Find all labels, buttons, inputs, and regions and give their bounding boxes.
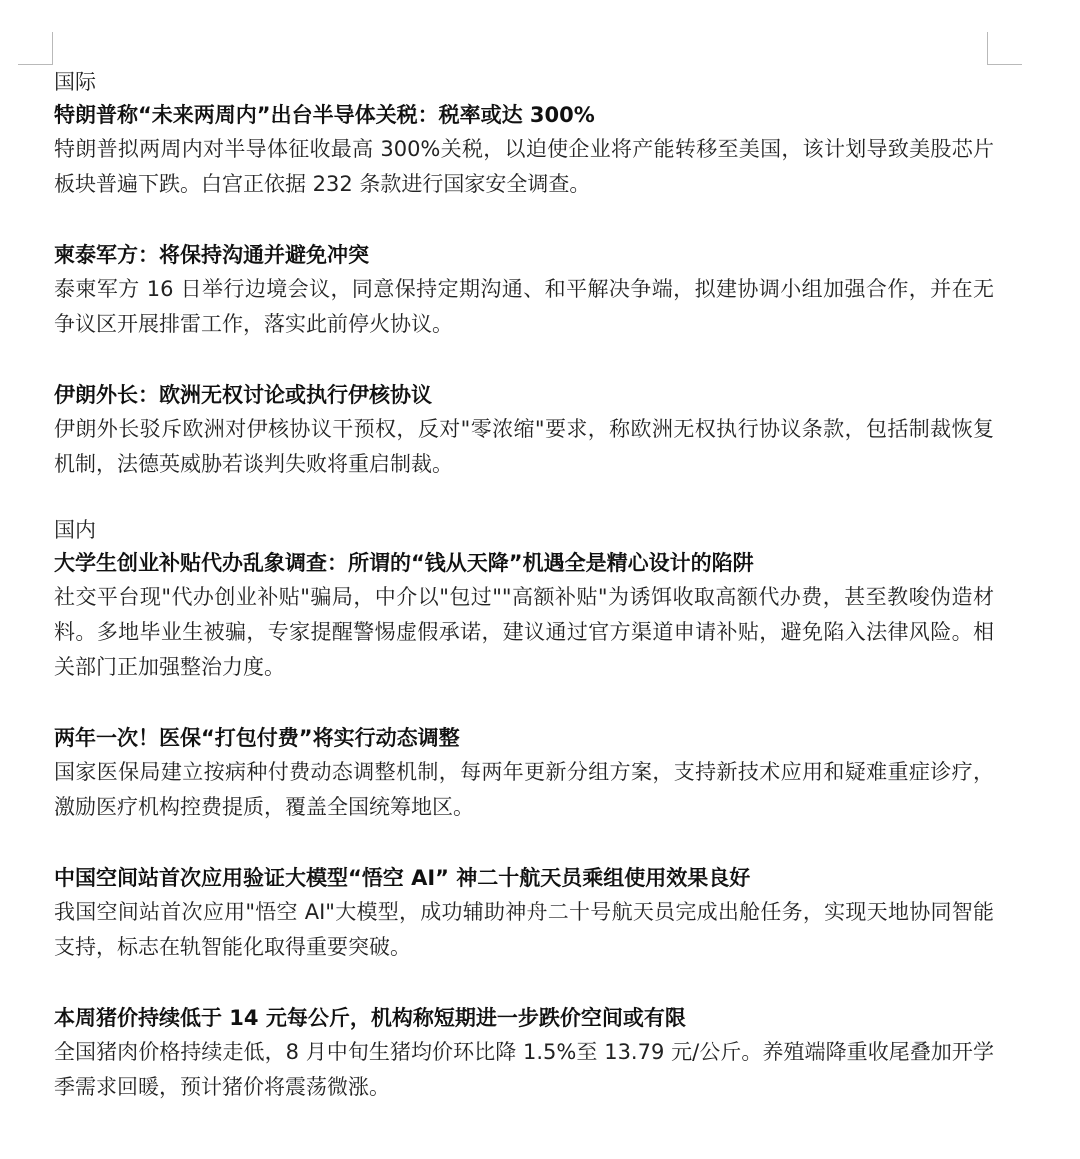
article-headline: 中国空间站首次应用验证大模型“悟空 AI” 神二十航天员乘组使用效果良好 — [54, 866, 751, 890]
margin-corner-mark-top-left — [18, 32, 53, 65]
article-headline: 两年一次！医保“打包付费”将实行动态调整 — [54, 726, 460, 750]
paragraph-spacer — [54, 685, 994, 721]
article-body: 伊朗外长驳斥欧洲对伊核协议干预权，反对"零浓缩"要求，称欧洲无权执行协议条款，包括制裁恢复机制，法德英威胁若谈判失败将重启制裁。 — [54, 417, 994, 476]
article-body: 社交平台现"代办创业补贴"骗局，中介以"包过""高额补贴"为诱饵收取高额代办费，甚至教唆伪造材料。多地毕业生被骗，专家提醒警惕虚假承诺，建议通过官方渠道申请补贴，避免陷入法律风险。相关部门正加强整治力度。 — [54, 585, 994, 679]
article-headline: 柬泰军方：将保持沟通并避免冲突 — [54, 243, 369, 267]
article-headline: 大学生创业补贴代办乱象调查：所谓的“钱从天降”机遇全是精心设计的陷阱 — [54, 551, 754, 575]
article-body: 特朗普拟两周内对半导体征收最高 300%关税，以迫使企业将产能转移至美国，该计划导致美股芯片板块普遍下跌。白宫正依据 232 条款进行国家安全调查。 — [54, 137, 994, 196]
article-body: 全国猪肉价格持续走低，8 月中旬生猪均价环比降 1.5%至 13.79 元/公斤。养殖端降重收尾叠加开学季需求回暖，预计猪价将震荡微涨。 — [54, 1040, 994, 1099]
paragraph-spacer — [54, 202, 994, 238]
article-headline: 特朗普称“未来两周内”出台半导体关税：税率或达 300% — [54, 103, 595, 127]
paragraph-spacer — [54, 342, 994, 378]
article-body: 国家医保局建立按病种付费动态调整机制，每两年更新分组方案，支持新技术应用和疑难重症诊疗，激励医疗机构控费提质，覆盖全国统筹地区。 — [54, 760, 994, 819]
document-body[interactable] — [54, 66, 994, 1105]
section-label-international: 国际 — [54, 70, 96, 94]
article-headline: 本周猪价持续低于 14 元每公斤，机构称短期进一步跌价空间或有限 — [54, 1006, 686, 1030]
article-body: 我国空间站首次应用"悟空 AI"大模型，成功辅助神舟二十号航天员完成出舱任务，实现天地协同智能支持，标志在轨智能化取得重要突破。 — [54, 900, 994, 959]
margin-corner-mark-top-right — [987, 32, 1022, 65]
section-label-domestic: 国内 — [54, 518, 96, 542]
paragraph-spacer — [54, 825, 994, 861]
paragraph-spacer — [54, 965, 994, 1001]
article-headline: 伊朗外长：欧洲无权讨论或执行伊核协议 — [54, 383, 432, 407]
section-spacer — [54, 482, 994, 514]
article-body: 泰柬军方 16 日举行边境会议，同意保持定期沟通、和平解决争端，拟建协调小组加强合作，并在无争议区开展排雷工作，落实此前停火协议。 — [54, 277, 994, 336]
